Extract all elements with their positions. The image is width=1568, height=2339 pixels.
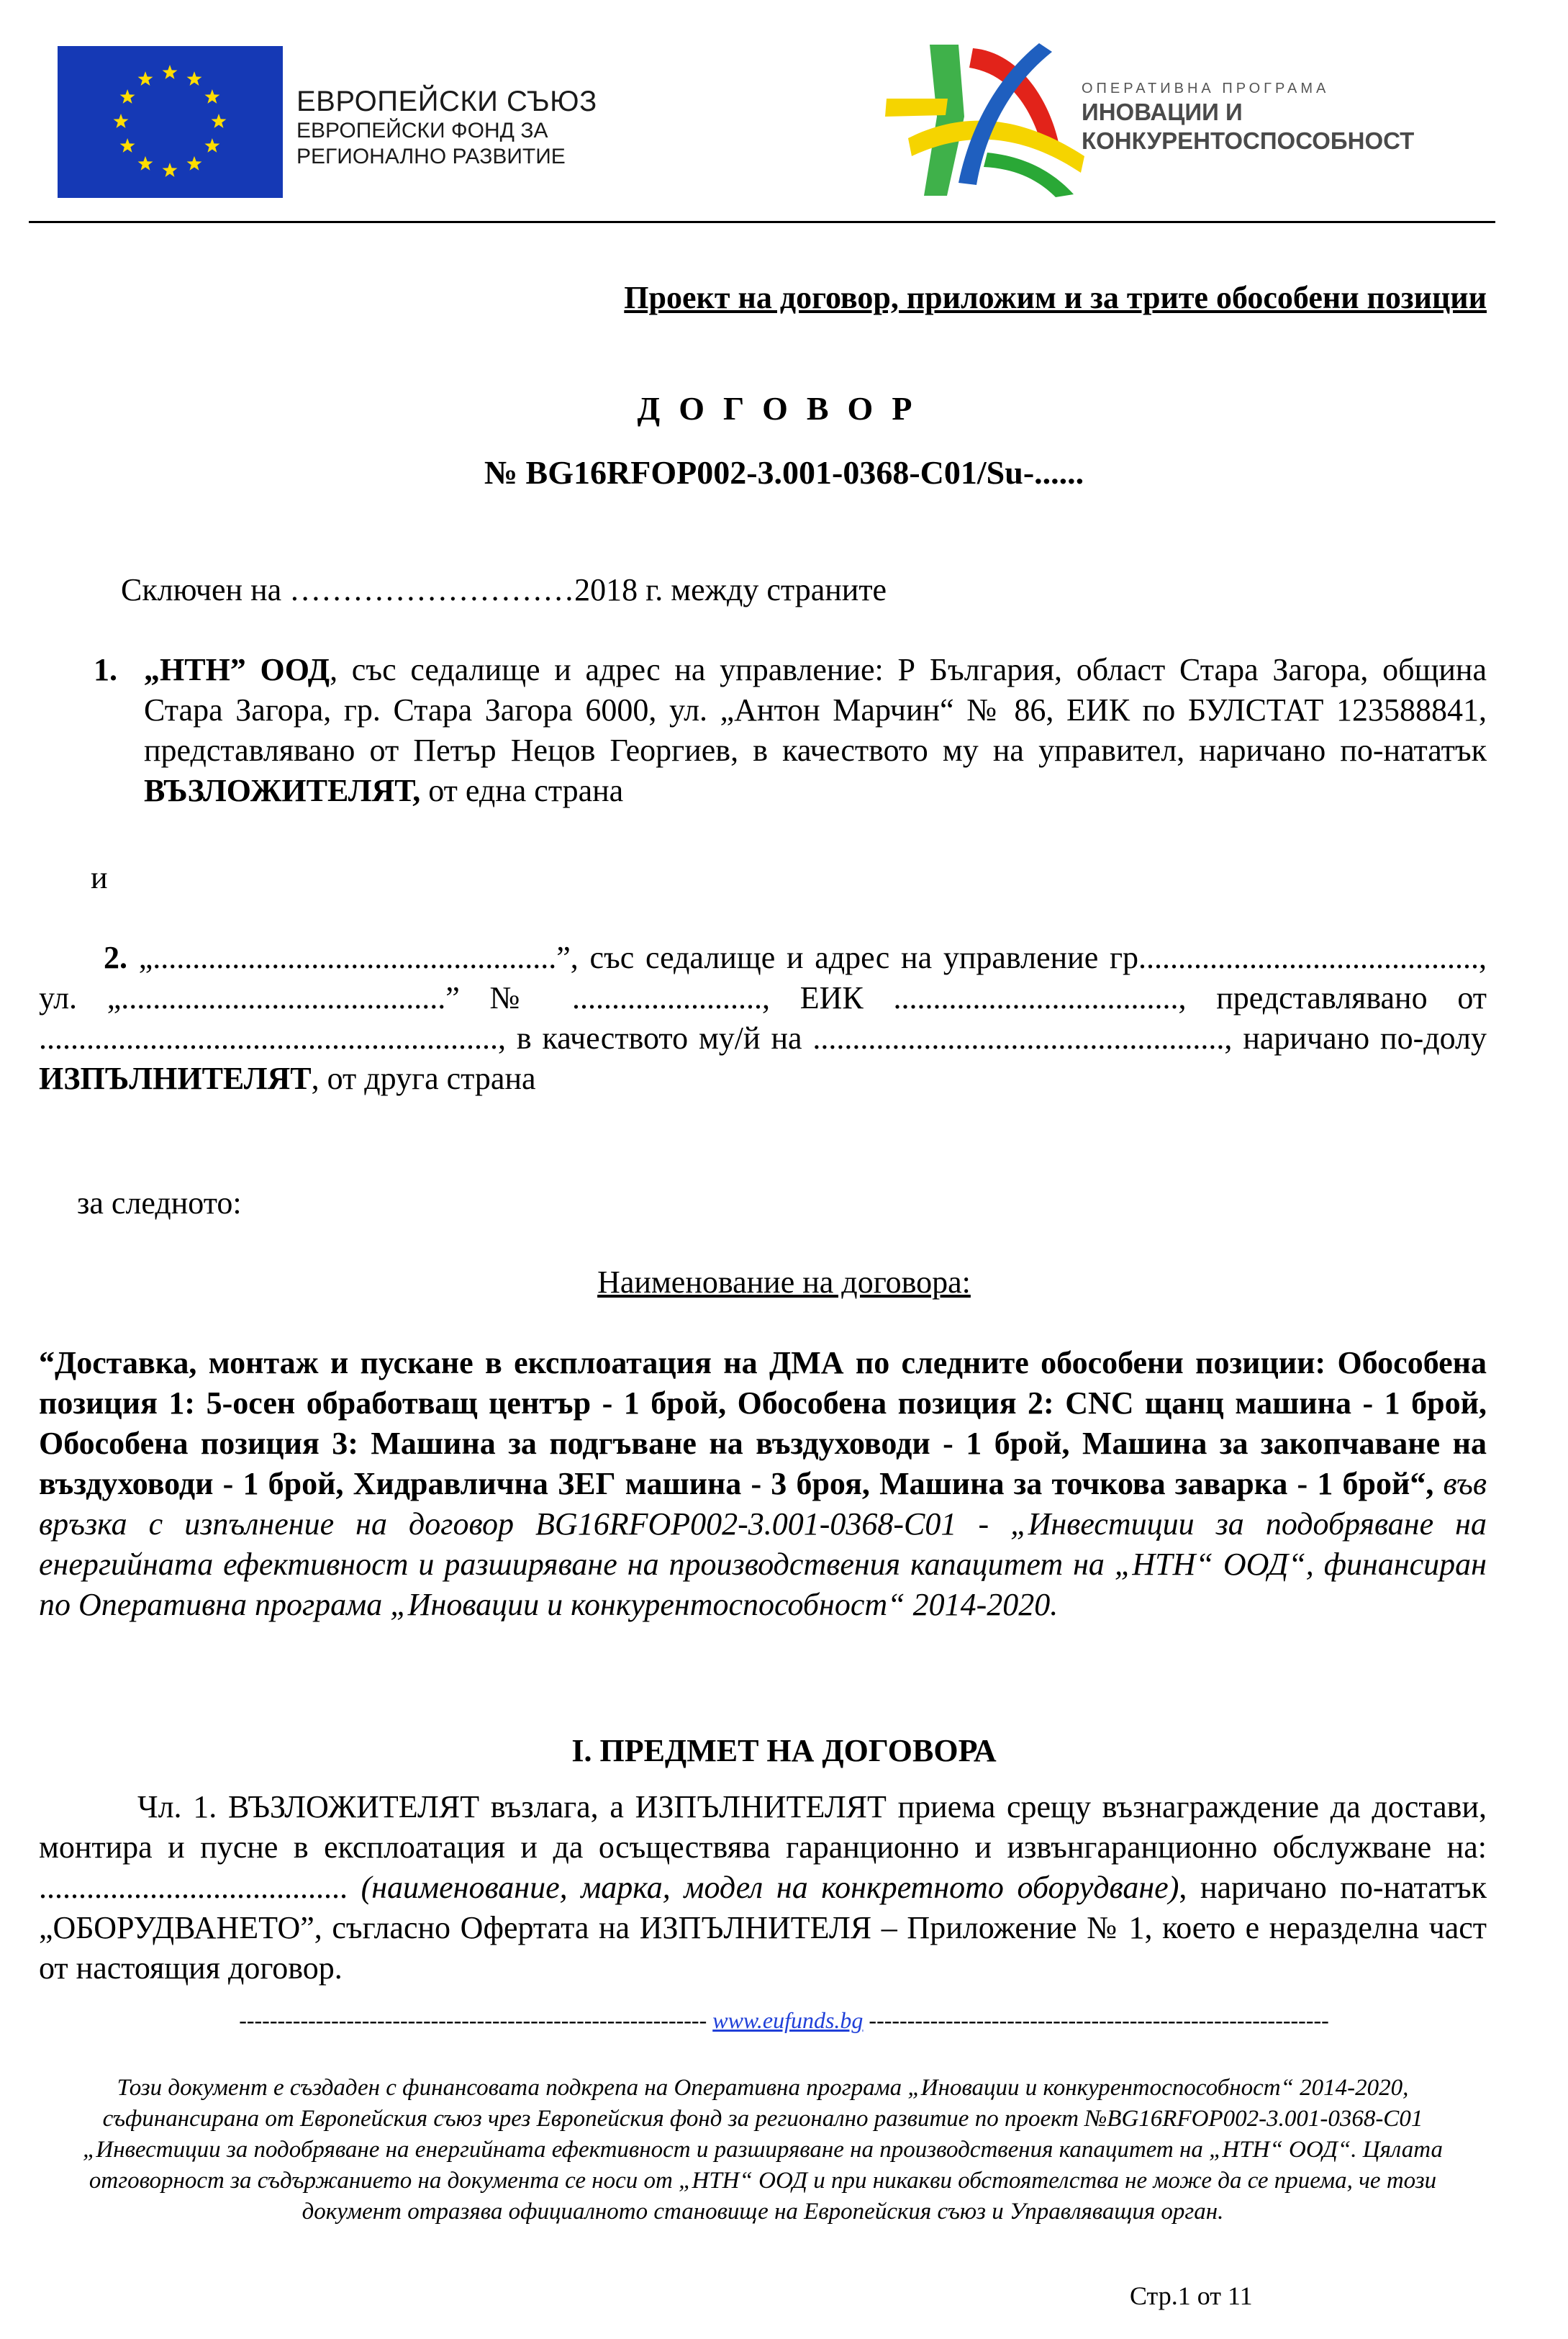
eu-regional-text: РЕГИОНАЛНО РАЗВИТИЕ — [296, 145, 566, 168]
opic-program-text: ОПЕРАТИВНА ПРОГРАМА — [1082, 81, 1330, 96]
eu-stars-icon — [58, 46, 283, 198]
header-divider — [29, 221, 1495, 223]
party1-paragraph — [144, 650, 1487, 811]
footer-disclaimer: Този документ е създаден с финансовата подкрепа на Оперативна програма „Иновации и конкурентоспособност“ 2014-2020, съфинансирана от Европейския съюз чрез Европейския фонд за регионално развитие по проект №BG16RFOP002-3.001-0368-C01 „Инвестиции за подобряване на енергийната ефективност и разширяване на производствения капацитет на „НТН“ ООД“. Цялата отговорност за съдържанието на документа се носи от „НТН“ ООД и при никакви обстоятелства не може да се приема, че този документ отразява официалното становище на Европейския съюз и Управляващия орган. — [83, 2075, 1443, 2225]
subject-italic-text: във връзка с изпълнение на договор BG16RFOP002-3.001-0368-C01 - „Инвестиции за подобряване на енергийната ефективност и разширяване на производствения капацитет на „НТН“ ООД“, финансиран по Оперативна програма „Иновации и конкурентоспособност“ 2014-2020. — [39, 1466, 1487, 1622]
eu-flag-logo — [58, 46, 283, 198]
party1-number: 1. — [94, 652, 117, 687]
page-number: Стр.1 от 11 — [1130, 2281, 1253, 2310]
and-word: и — [91, 860, 108, 895]
article1-text-a: Чл. 1. ВЪЗЛОЖИТЕЛЯТ възлага, а ИЗПЪЛНИТЕЛЯТ приема срещу възнаграждение да достави, монтира и пусне в експлоатация и да осъществява гаранционно и извънгаранционно обслужване на: ....................................... — [39, 1789, 1487, 1905]
party1-text: , със седалище и адрес на управление: Р България, област Стара Загора, община Стара Загора, гр. Стара Загора 6000, ул. „Антон Марчин“ № 86, ЕИК по БУЛСТАТ 123588841, представлявано от Петър Нецов Георгиев, в качеството му на управител, наричано по-нататък — [144, 652, 1487, 768]
article1-italic: (наименование, марка, модел на конкретното оборудване) — [361, 1870, 1179, 1905]
subject-bold-text: “Доставка, монтаж и пускане в експлоатация на ДМА по следните обособени позиции: Обособена позиция 1: 5-осен обработващ център - 1 брой, Обособена позиция 2: CNC щанц машина - 1 брой, Обособена позиция 3: Машина за подгъване на въздуховоди - 1 брой, Машина за закопчаване на въздуховоди - 1 брой, Хидравлична ЗЕГ машина - 3 броя, Машина за точкова заварка - 1 брой“, — [39, 1345, 1487, 1501]
eufunds-link[interactable]: www.eufunds.bg — [712, 2007, 864, 2033]
eu-fund-text: ЕВРОПЕЙСКИ ФОНД ЗА — [296, 119, 548, 142]
contract-number: № BG16RFOP002-3.001-0368-C01/Su-...... — [484, 454, 1084, 491]
opic-innovation-text: ИНОВАЦИИ И — [1082, 99, 1243, 125]
draft-title: Проект на договор, приложим и за трите обособени позиции — [624, 280, 1487, 315]
following-label: за следното: — [77, 1185, 242, 1221]
party1-role: ВЪЗЛОЖИТЕЛЯТ, — [144, 773, 421, 808]
party2-paragraph — [39, 938, 1487, 1099]
contract-subject — [39, 1343, 1487, 1625]
article1-paragraph — [39, 1787, 1487, 1989]
footer-dashes-left: ------------------------------------------------------------- — [239, 2007, 713, 2033]
article1-text-b: , наричано по-нататък „ОБОРУДВАНЕТО”, съгласно Офертата на ИЗПЪЛНИТЕЛЯ – Приложение № 1, което е неразделна част от настоящия договор. — [39, 1870, 1487, 1986]
opic-ribbons-icon — [879, 30, 1095, 197]
footer-link-line — [0, 2006, 1568, 2035]
eu-union-text: ЕВРОПЕЙСКИ СЪЮЗ — [296, 86, 597, 117]
opic-competitiveness-text: КОНКУРЕНТОСПОСОБНОСТ — [1082, 127, 1415, 154]
party1-end: от една страна — [420, 773, 624, 808]
party1-name: „НТН” ООД — [144, 652, 330, 687]
opic-label — [1082, 79, 1414, 155]
contract-title: ДОГОВОР — [637, 390, 931, 427]
contract-name-heading: Наименование на договора: — [597, 1264, 971, 1300]
party2-end: , от друга страна — [311, 1061, 536, 1096]
eu-fund-label — [296, 85, 597, 170]
section1-title: I. ПРЕДМЕТ НА ДОГОВОРА — [571, 1733, 997, 1768]
opic-logo — [879, 30, 1095, 197]
party2-role: ИЗПЪЛНИТЕЛЯТ — [39, 1061, 312, 1096]
party2-number: 2. — [104, 940, 127, 975]
concluded-line: Сключен на ………………………2018 г. между страните — [121, 572, 887, 607]
party2-text: „...................................................”, със седалище и адрес на управление гр..........................................., ул. „.........................................” № ........................, ЕИК ...................................., представлявано от .........................................................., в качеството му/й на ...................................................., наричано по-долу — [39, 940, 1487, 1056]
footer-dashes-right: ------------------------------------------------------------ — [863, 2007, 1329, 2033]
